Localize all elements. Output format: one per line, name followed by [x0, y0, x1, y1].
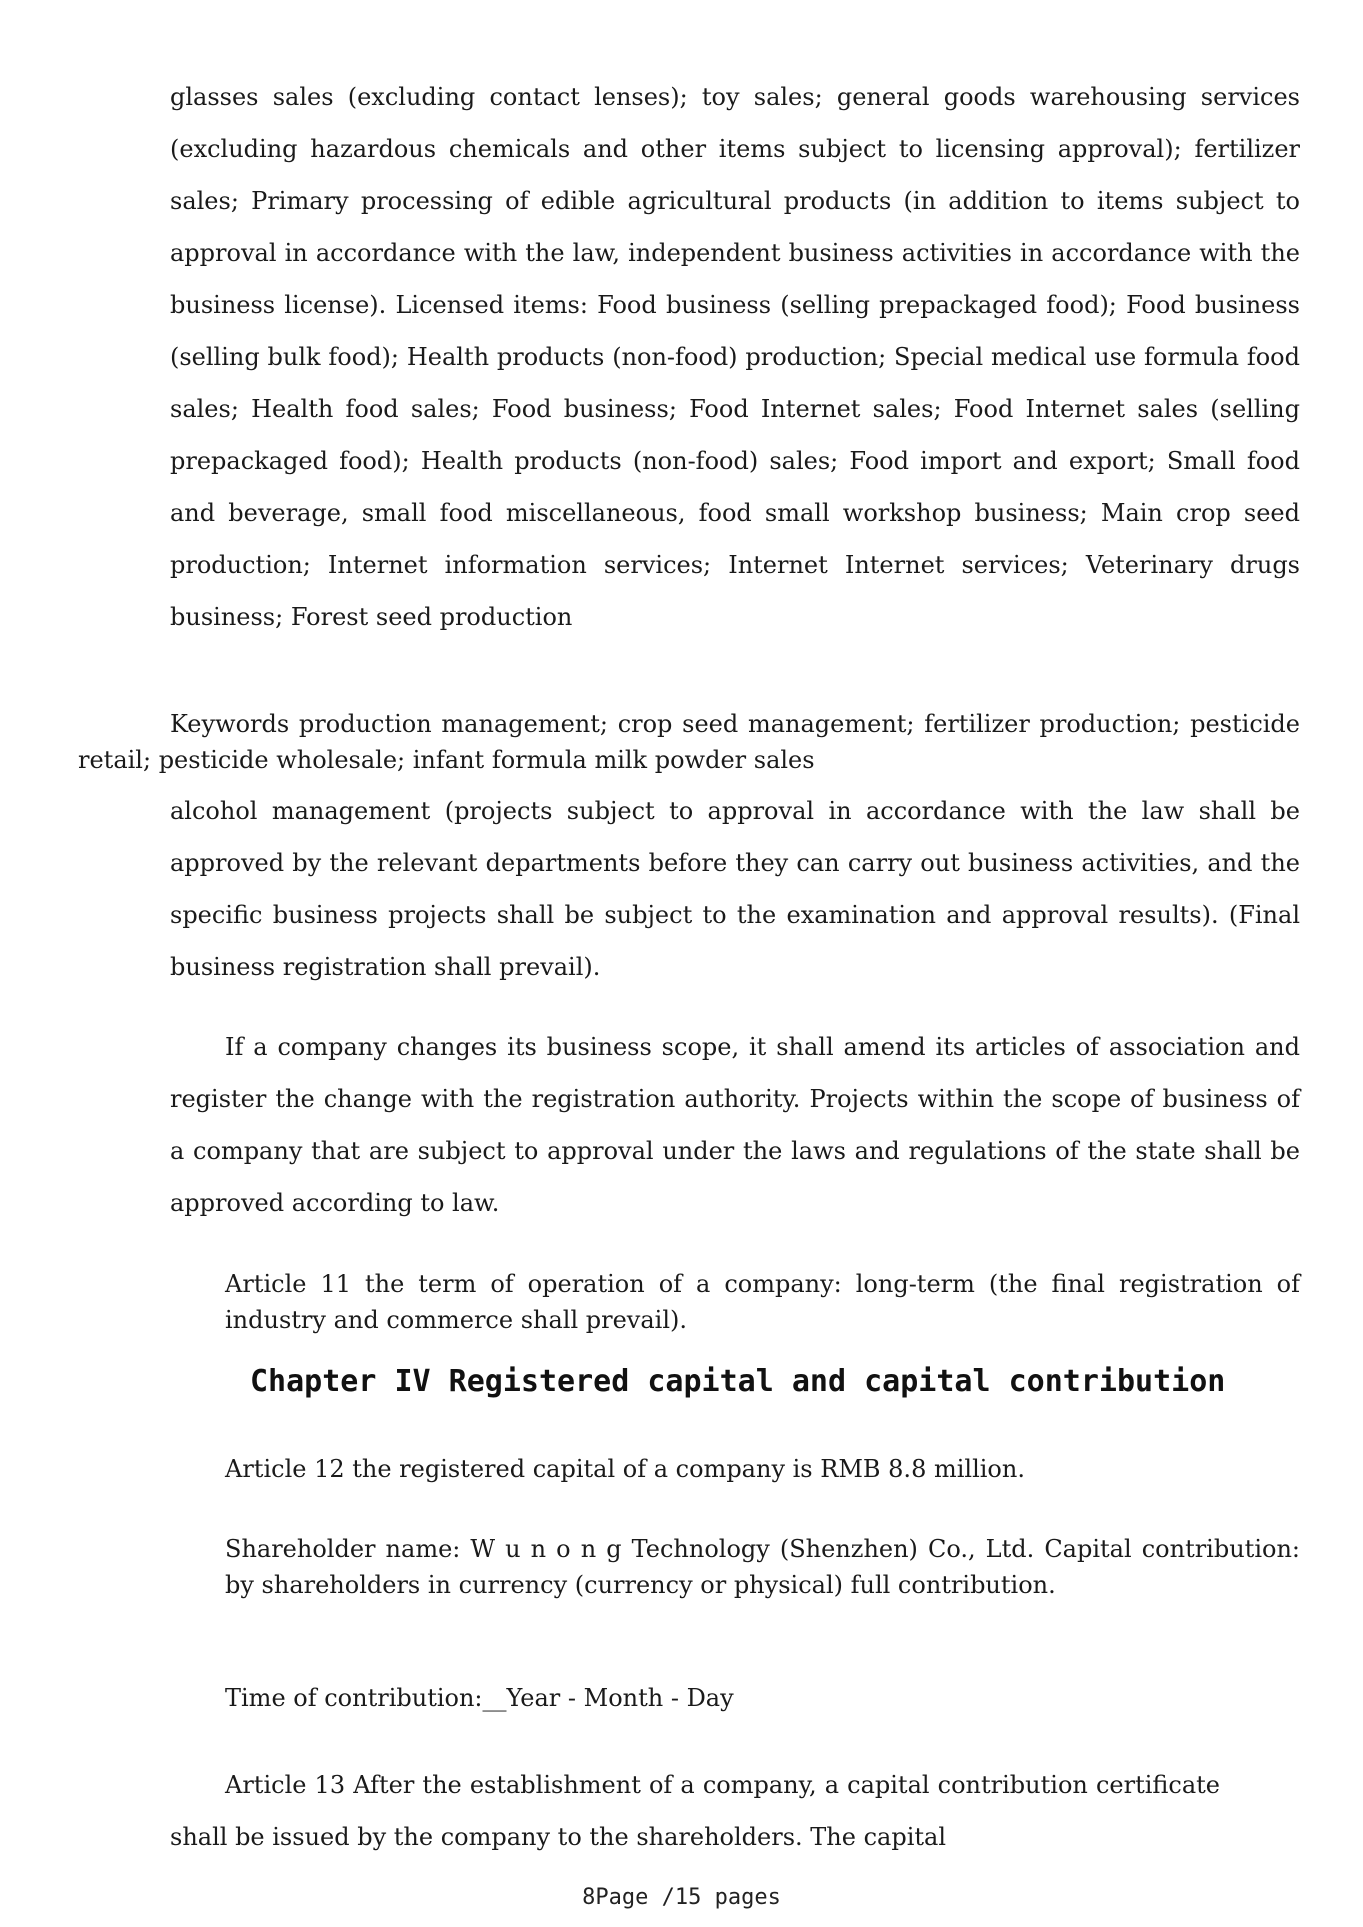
scope-change-paragraph: If a company changes its business scope, it shall amend its articles of association and register the change with the registration authority. Projects within the scope of business of a company that are subject to approval under the laws and regulations of the state shall be approved according to law. — [170, 1033, 1300, 1217]
chapter-heading: Chapter IV Registered capital and capital contribution — [250, 1364, 1226, 1399]
article-11-paragraph: Article 11 the term of operation of a company: long-term (the final registration of industry and commerce shall prevail). — [225, 1270, 1300, 1334]
time-of-contribution-line: Time of contribution:__Year - Month - Day — [225, 1684, 734, 1712]
shareholder-paragraph: Shareholder name: W u n o n g Technology (Shenzhen) Co., Ltd. Capital contribution: by shareholders in currency (currency or physical) full contribution. — [225, 1535, 1300, 1599]
article-13-paragraph: Article 13 After the establishment of a company, a capital contribution certificate shall be issued by the company to the shareholders. The capital — [170, 1771, 1220, 1851]
alcohol-management-paragraph: alcohol management (projects subject to approval in accordance with the law shall be approved by the relevant departments before they can carry out business activities, and the specific business projects shall be subject to the examination and approval results). (Final business registration shall prevail). — [170, 797, 1300, 981]
keywords-paragraph: Keywords production management; crop seed management; fertilizer production; pesticide retail; pesticide wholesale; infant formula milk powder sales — [78, 710, 1300, 774]
business-scope-paragraph: glasses sales (excluding contact lenses); toy sales; general goods warehousing services (excluding hazardous chemicals and other items subject to licensing approval); fertilizer sales; Primary processing of edible agricultural products (in addition to items subject to approval in accordance with the law, independent business activities in accordance with the business license). Licensed items: Food business (selling prepackaged food); Food business (selling bulk food); Health products (non-food) production; Special medical use formula food sales; Health food sales; Food business; Food Internet sales; Food Internet sales (selling prepackaged food); Health products (non-food) sales; Food import and export; Small food and beverage, small food miscellaneous, food small workshop business; Main crop seed production; Internet information services; Internet Internet services; Veterinary drugs business; Forest seed production — [170, 83, 1300, 631]
page-number-footer: 8Page /15 pages — [582, 1885, 781, 1910]
article-12-paragraph: Article 12 the registered capital of a company is RMB 8.8 million. — [225, 1455, 1025, 1483]
